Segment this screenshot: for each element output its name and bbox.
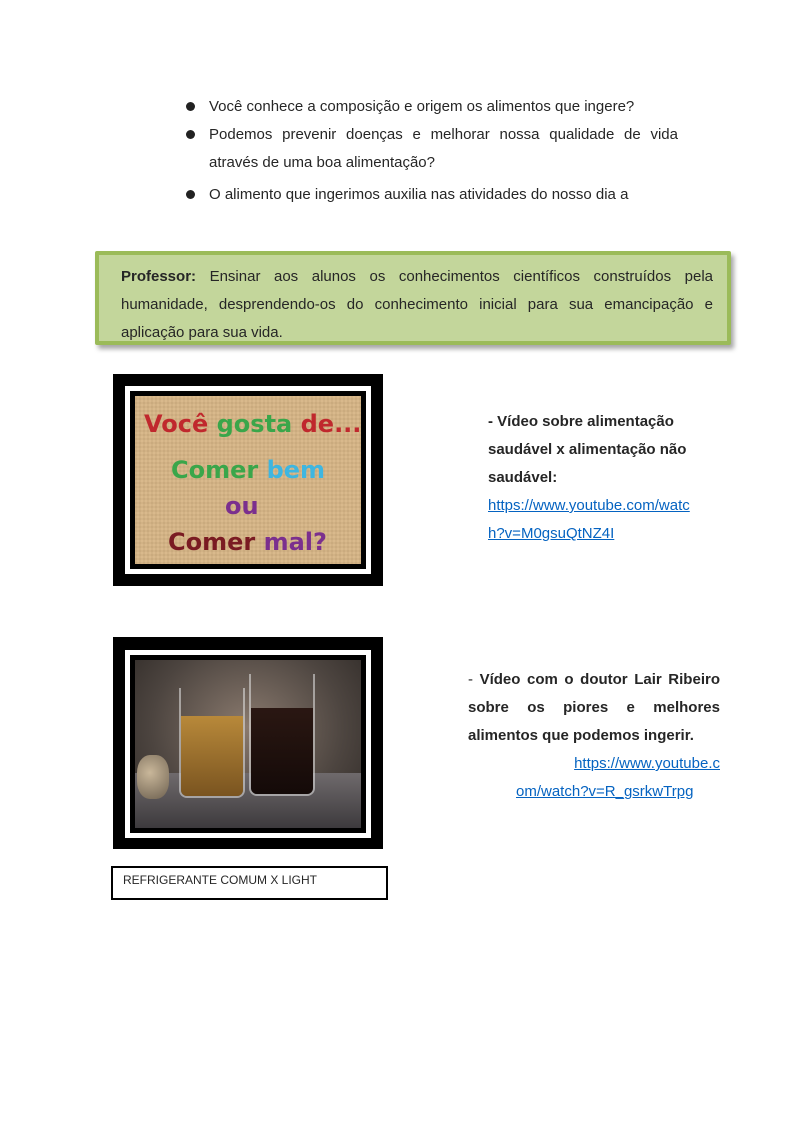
video2-caption-text: REFRIGERANTE COMUM X LIGHT: [123, 873, 318, 887]
video1-description-block: [488, 408, 698, 548]
video1-thumbnail[interactable]: [113, 374, 383, 586]
question-text: O alimento que ingerimos auxilia nas atividades do nosso dia a: [209, 186, 629, 203]
video2-caption: [111, 866, 388, 900]
video2-description: Vídeo com o doutor Lair Ribeiro sobre os piores e melhores alimentos que podemos ingerir.: [468, 671, 720, 744]
bullet-icon: [186, 102, 195, 111]
question-text: Podemos prevenir doenças e melhorar nossa qualidade de vida através de uma boa alimentação?: [209, 126, 678, 171]
professor-label: Professor:: [121, 268, 197, 285]
video2-image: [135, 660, 361, 828]
professor-box: [95, 251, 731, 345]
video1-link[interactable]: https://www.youtube.com/watch?v=M0gsuQtNZ4I: [488, 497, 690, 542]
question-item: [186, 181, 678, 209]
video2-link-part2[interactable]: om/watch?v=R_gsrkwTrpg: [516, 783, 694, 800]
video2-description-block: [468, 666, 720, 806]
question-item: [186, 93, 678, 121]
video1-image-line1: Você gosta de...: [144, 410, 361, 438]
video2-thumbnail[interactable]: [113, 637, 383, 849]
video1-image-line3: ou: [225, 492, 259, 520]
video2-description-prefix: -: [468, 671, 480, 688]
light-soda-glass: [249, 674, 315, 796]
video1-image-line4: Comer mal?: [168, 528, 327, 556]
bullet-icon: [186, 130, 195, 139]
video1-image: [135, 396, 361, 564]
professor-text: Ensinar aos alunos os conhecimentos científicos construídos pela humanidade, desprendendo-os do conhecimento inicial para sua emancipação e aplicação para sua vida.: [121, 268, 713, 341]
regular-soda-glass: [179, 688, 245, 798]
video2-link-part1[interactable]: https://www.youtube.c: [574, 755, 720, 772]
video1-image-line2: Comer bem: [171, 456, 326, 484]
question-text: Você conhece a composição e origem os alimentos que ingere?: [209, 98, 635, 115]
question-list: [186, 93, 678, 209]
question-item: [186, 121, 678, 177]
video1-description: - Vídeo sobre alimentação saudável x alimentação não saudável:: [488, 413, 687, 486]
bullet-icon: [186, 190, 195, 199]
